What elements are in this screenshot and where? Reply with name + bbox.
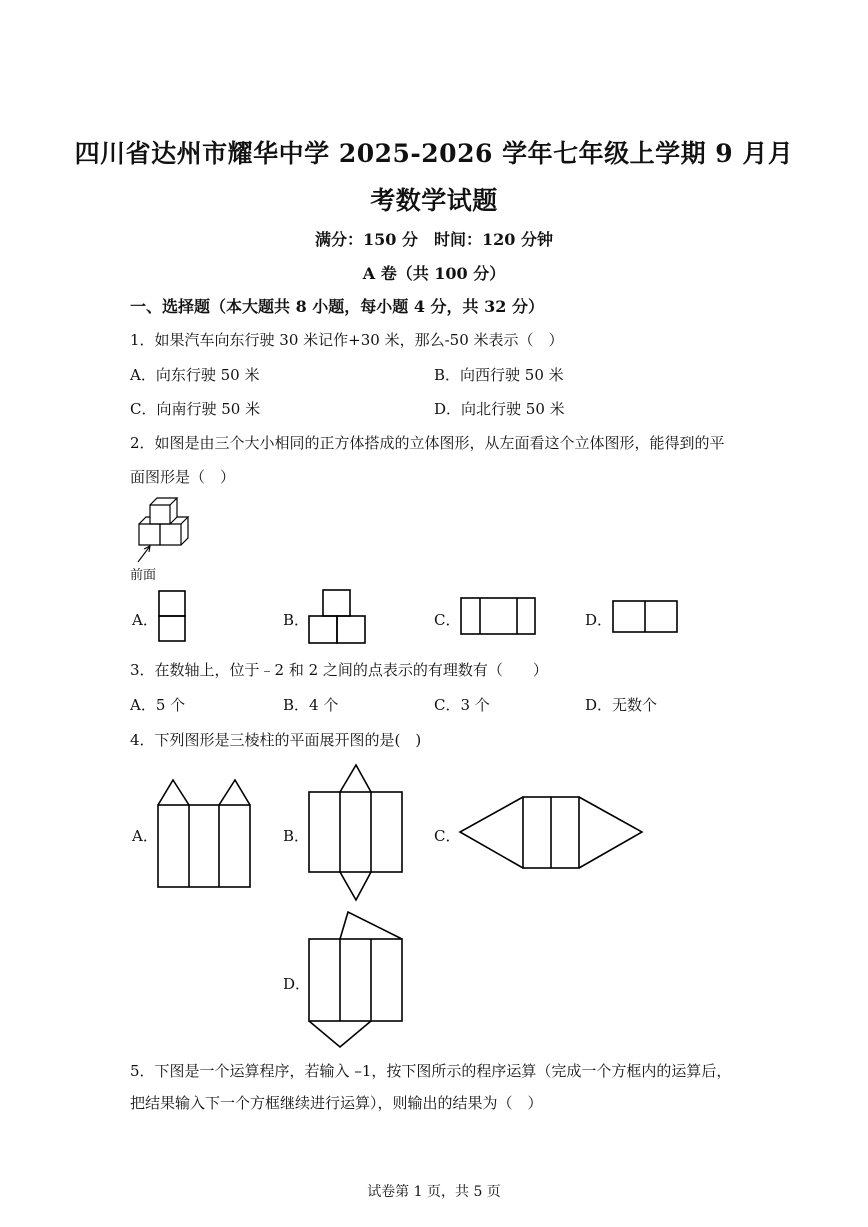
q4-option-c-label: C．: [434, 827, 461, 845]
q2-option-d-label: D．: [585, 611, 613, 629]
q2-option-b-label: B．: [283, 611, 310, 629]
q2-option-c-figure: [460, 597, 538, 637]
q4-option-d-label: D．: [283, 975, 311, 993]
exam-title-line2: 考数学试题: [370, 186, 498, 215]
q4-option-b-figure: [308, 764, 404, 904]
q2-option-d-figure: [612, 600, 680, 634]
q1-stem: 1．如果汽车向东行驶 30 米记作+30 米，那么-50 米表示（ ）: [130, 331, 564, 349]
q2-stem-line1: 2．如图是由三个大小相同的正方体搭成的立体图形，从左面看这个立体图形，能得到的平: [130, 434, 725, 452]
q3-option-c: C．3 个: [434, 696, 490, 714]
q4-option-c-figure: [459, 796, 645, 870]
exam-meta: 满分：150 分 时间：120 分钟: [315, 230, 553, 249]
q2-stem-line2: 面图形是（ ）: [130, 468, 236, 486]
q3-option-a: A．5 个: [130, 696, 186, 714]
part-heading: A 卷（共 100 分）: [362, 264, 506, 283]
page-footer: 试卷第 1 页，共 5 页: [367, 1184, 501, 1200]
q5-stem-line2: 把结果输入下一个方框继续进行运算），则输出的结果为（ ）: [130, 1094, 543, 1112]
q1-option-d: D．向北行驶 50 米: [434, 400, 565, 418]
q2-option-a-figure: [158, 590, 188, 644]
q1-option-a: A．向东行驶 50 米: [130, 366, 260, 384]
q4-option-b-label: B．: [283, 827, 310, 845]
q3-option-b: B．4 个: [283, 696, 339, 714]
q4-option-d-figure: [308, 911, 404, 1049]
q2-option-c-label: C．: [434, 611, 461, 629]
q1-option-b: B．向西行驶 50 米: [434, 366, 564, 384]
q4-stem: 4．下列图形是三棱柱的平面展开图的是( ): [130, 731, 422, 749]
q5-stem-line1: 5．下图是一个运算程序，若输入 –1，按下图所示的程序运算（完成一个方框内的运算后，: [130, 1062, 732, 1080]
q4-option-a-label: A．: [132, 827, 158, 845]
exam-title-line1: 四川省达州市耀华中学 2025-2026 学年七年级上学期 9 月月: [74, 139, 794, 168]
q1-option-c: C．向南行驶 50 米: [130, 400, 261, 418]
section-heading: 一、选择题（本大题共 8 小题，每小题 4 分，共 32 分）: [130, 297, 544, 316]
q3-stem: 3．在数轴上，位于﹣2 和 2 之间的点表示的有理数有（ ）: [130, 661, 548, 679]
q2-option-b-figure: [308, 589, 368, 645]
q2-option-a-label: A．: [132, 611, 158, 629]
q4-option-a-figure: [157, 779, 253, 889]
q3-option-d: D．无数个: [585, 696, 658, 714]
q2-front-label: 前面: [130, 568, 157, 583]
q2-cube-figure: [130, 492, 200, 562]
